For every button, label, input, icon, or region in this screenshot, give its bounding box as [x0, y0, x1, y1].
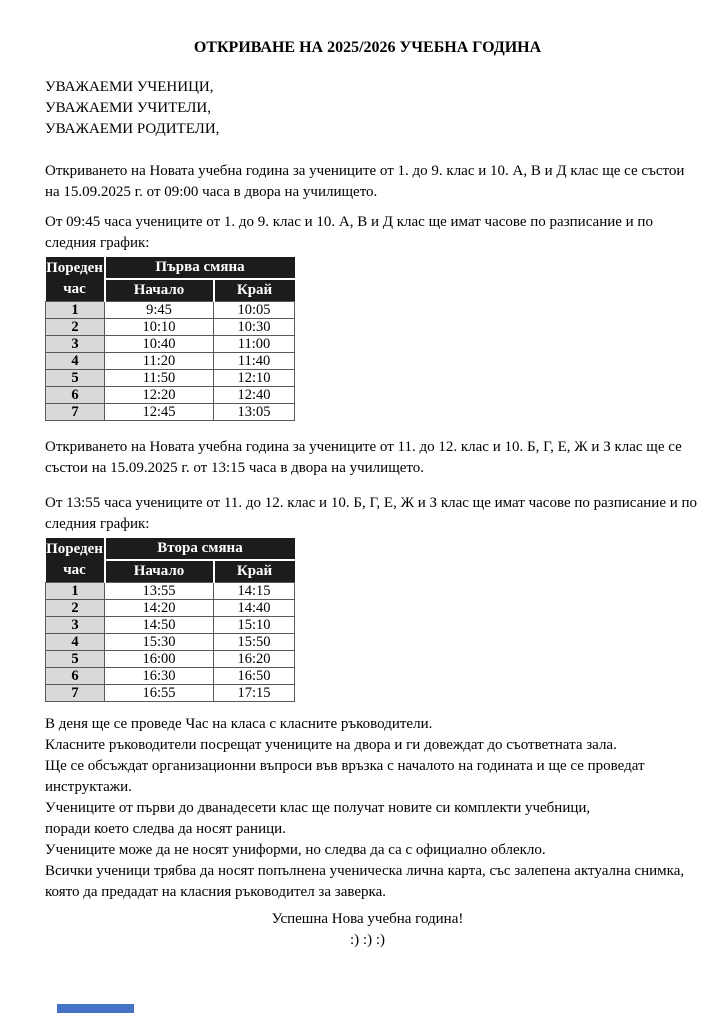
table-body — [46, 302, 295, 421]
paragraph-first-opening — [45, 161, 690, 203]
period-number-cell: 7 — [46, 685, 105, 702]
end-time-cell: 15:50 — [214, 634, 295, 651]
closing-block — [45, 909, 690, 951]
end-time-cell: 16:50 — [214, 668, 295, 685]
note-line: Учениците може да не носят униформи, но следва да са с официално облекло. — [45, 842, 546, 858]
start-time-cell: 16:00 — [105, 651, 214, 668]
shift-name-header: Първа смяна — [105, 257, 295, 279]
period-header — [46, 538, 105, 583]
text-line: Откриването на Новата учебна година за учениците от 1. до 9. клас и 10. А, В и Д клас ще се състои — [45, 163, 685, 179]
closing-line: :) :) :) — [350, 932, 385, 948]
text-line: на 15.09.2025 г. от 09:00 часа в двора на училището. — [45, 184, 378, 200]
end-time-cell: 12:10 — [214, 370, 295, 387]
start-time-cell: 16:30 — [105, 668, 214, 685]
start-time-cell: 10:40 — [105, 336, 214, 353]
salutation-block — [45, 77, 690, 140]
page-title: ОТКРИВАНЕ НА 2025/2026 УЧЕБНА ГОДИНА — [193, 39, 542, 56]
end-time-cell: 14:40 — [214, 600, 295, 617]
text-line: От 13:55 часа учениците от 11. до 12. клас и 10. Б, Г, Е, Ж и З клас ще имат часове по разписание и по — [45, 495, 698, 511]
end-time-cell: 10:05 — [214, 302, 295, 319]
text-line: следния график: — [45, 235, 150, 251]
end-time-cell: 13:05 — [214, 404, 295, 421]
end-time-cell: 10:30 — [214, 319, 295, 336]
table-row — [46, 617, 295, 634]
notes-block — [45, 714, 690, 903]
start-time-cell: 12:45 — [105, 404, 214, 421]
table-row — [46, 370, 295, 387]
salutation-line: УВАЖАЕМИ УЧЕНИЦИ, — [45, 79, 214, 95]
note-line: В деня ще се проведе Час на класа с класните ръководители. — [45, 716, 433, 732]
period-header-line: Пореден — [46, 260, 103, 276]
table-row — [46, 600, 295, 617]
note-line: Класните ръководители посрещат учениците на двора и ги довеждат до съответната зала. — [45, 737, 617, 753]
period-header — [46, 257, 105, 302]
text-line: следния график: — [45, 516, 150, 532]
period-number-cell: 2 — [46, 319, 105, 336]
period-number-cell: 3 — [46, 336, 105, 353]
period-number-cell: 6 — [46, 668, 105, 685]
end-time-cell: 11:00 — [214, 336, 295, 353]
end-time-cell: 17:15 — [214, 685, 295, 702]
table-row — [46, 387, 295, 404]
period-number-cell: 4 — [46, 634, 105, 651]
text-line: Откриването на Новата учебна година за учениците от 11. до 12. клас и 10. Б, Г, Е, Ж и З клас ще се — [45, 439, 682, 455]
note-line: която да предадат на класния ръководител за заверка. — [45, 884, 386, 900]
table-row — [46, 353, 295, 370]
note-line: Учениците от първи до дванадесети клас ще получат новите си комплекти учебници, — [45, 800, 591, 816]
end-time-cell: 12:40 — [214, 387, 295, 404]
start-time-cell: 14:20 — [105, 600, 214, 617]
period-number-cell: 5 — [46, 370, 105, 387]
start-time-cell: 9:45 — [105, 302, 214, 319]
table-header — [46, 538, 295, 583]
period-header-line: час — [63, 281, 86, 297]
period-number-cell: 1 — [46, 583, 105, 600]
text-line: От 09:45 часа учениците от 1. до 9. клас и 10. А, В и Д клас ще имат часове по разписание и по — [45, 214, 653, 230]
paragraph-first-schedule-intro — [45, 212, 690, 254]
note-line: Ще се обсъждат организационни въпроси във връзка с началото на годината и ще се проведат — [45, 758, 645, 774]
first-shift-table — [45, 257, 295, 421]
period-number-cell: 2 — [46, 600, 105, 617]
end-header: Край — [214, 560, 295, 583]
note-line: Всички ученици трябва да носят попълнена ученическа лична карта, със залепена актуална снимка, — [45, 863, 685, 879]
period-number-cell: 1 — [46, 302, 105, 319]
start-time-cell: 12:20 — [105, 387, 214, 404]
second-shift-table-wrap — [45, 538, 690, 702]
period-number-cell: 6 — [46, 387, 105, 404]
table-row — [46, 336, 295, 353]
table-row — [46, 651, 295, 668]
salutation-line: УВАЖАЕМИ УЧИТЕЛИ, — [45, 100, 211, 116]
table-body — [46, 583, 295, 702]
period-header-line: час — [63, 562, 86, 578]
footer-blue-bar — [57, 1004, 134, 1013]
period-number-cell: 4 — [46, 353, 105, 370]
first-shift-table-wrap — [45, 257, 690, 421]
start-time-cell: 10:10 — [105, 319, 214, 336]
table-header — [46, 257, 295, 302]
table-row — [46, 685, 295, 702]
table-row — [46, 583, 295, 600]
start-time-cell: 16:55 — [105, 685, 214, 702]
table-row — [46, 319, 295, 336]
period-number-cell: 3 — [46, 617, 105, 634]
paragraph-second-opening — [45, 437, 690, 479]
shift-name-header: Втора смяна — [105, 538, 295, 560]
end-time-cell: 15:10 — [214, 617, 295, 634]
table-row — [46, 634, 295, 651]
period-number-cell: 7 — [46, 404, 105, 421]
start-header: Начало — [105, 560, 214, 583]
table-row — [46, 668, 295, 685]
second-shift-table — [45, 538, 295, 702]
period-header-line: Пореден — [46, 541, 103, 557]
start-time-cell: 11:50 — [105, 370, 214, 387]
start-time-cell: 15:30 — [105, 634, 214, 651]
end-time-cell: 11:40 — [214, 353, 295, 370]
paragraph-second-schedule-intro — [45, 493, 698, 535]
start-time-cell: 13:55 — [105, 583, 214, 600]
note-line: поради което следва да носят раници. — [45, 821, 286, 837]
start-time-cell: 14:50 — [105, 617, 214, 634]
note-line: инструктажи. — [45, 779, 132, 795]
start-time-cell: 11:20 — [105, 353, 214, 370]
table-row — [46, 302, 295, 319]
closing-line: Успешна Нова учебна година! — [271, 911, 464, 927]
end-header: Край — [214, 279, 295, 302]
end-time-cell: 16:20 — [214, 651, 295, 668]
table-row — [46, 404, 295, 421]
text-line: състои на 15.09.2025 г. от 13:15 часа в двора на училището. — [45, 460, 425, 476]
start-header: Начало — [105, 279, 214, 302]
period-number-cell: 5 — [46, 651, 105, 668]
salutation-line: УВАЖАЕМИ РОДИТЕЛИ, — [45, 121, 220, 137]
end-time-cell: 14:15 — [214, 583, 295, 600]
